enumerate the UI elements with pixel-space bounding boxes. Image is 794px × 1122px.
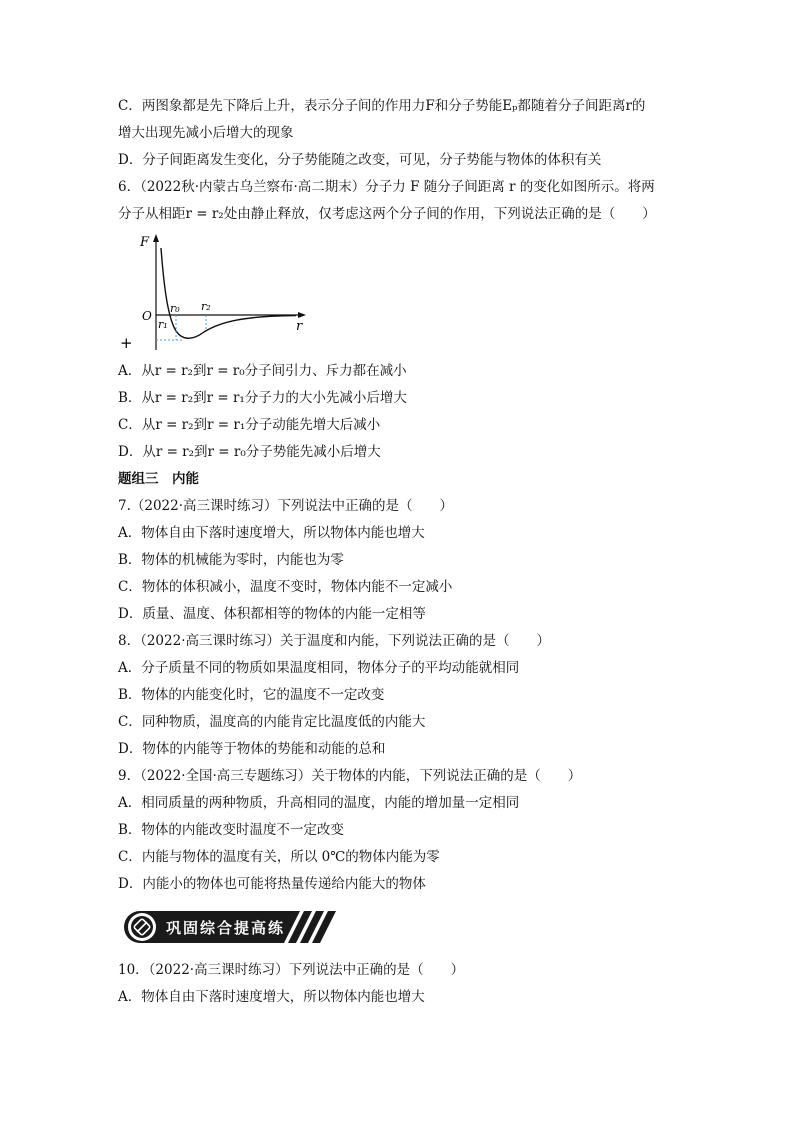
option-line: A．物体自由下落时速度增大，所以物体内能也增大 — [118, 525, 425, 541]
force-curve — [161, 248, 296, 338]
question-9-stem: 9．（2022·全国·高三专题练习）关于物体的内能，下列说法正确的是（ ） — [118, 768, 582, 784]
origin-label: O — [142, 309, 152, 323]
question-8-stem: 8．（2022·高三课时练习）关于温度和内能，下列说法正确的是（ ） — [118, 633, 550, 649]
option-line: D．内能小的物体也可能将热量传递给内能大的物体 — [118, 876, 426, 892]
option-line: C．内能与物体的温度有关，所以 0℃的物体内能为零 — [118, 849, 440, 865]
option-line: C．从r = r₂到r = r₁分子动能先增大后减小 — [118, 417, 381, 433]
question-6-stem: 6．（2022秋·内蒙古乌兰察布·高二期末）分子力 F 随分子间距离 r 的变化如图所示。将两 — [118, 179, 655, 195]
y-axis-label: F — [140, 235, 150, 250]
pencil-badge-icon — [128, 913, 156, 941]
option-line: A．相同质量的两种物质，升高相同的温度，内能的增加量一定相同 — [118, 795, 520, 811]
option-line: B．物体的机械能为零时，内能也为零 — [118, 552, 344, 568]
option-line: C．物体的体积减小，温度不变时，物体内能不一定减小 — [118, 579, 453, 595]
option-line: A．从r = r₂到r = r₀分子间引力、斥力都在减小 — [118, 363, 407, 379]
force-distance-graph — [118, 228, 318, 358]
y-axis-arrow — [153, 234, 159, 242]
option-line: D．质量、温度、体积都相等的物体的内能一定相等 — [118, 606, 426, 622]
option-line: B．物体的内能改变时温度不一定改变 — [118, 822, 344, 838]
r1-label: r₁ — [158, 318, 168, 331]
r2-label: r₂ — [201, 300, 211, 313]
section-banner — [124, 907, 344, 947]
r0-label: r₀ — [170, 302, 180, 315]
option-line: D．物体的内能等于物体的势能和动能的总和 — [118, 741, 386, 757]
text-line: 增大出现先减小后增大的现象 — [118, 125, 294, 141]
question-10-stem: 10．（2022·高三课时练习）下列说法中正确的是（ ） — [118, 962, 465, 978]
x-axis-label: r — [296, 319, 303, 334]
x-axis-arrow — [298, 312, 306, 318]
question-6-stem: 分子从相距r = r₂处由静止释放，仅考虑这两个分子间的作用，下列说法正确的是（ ） — [118, 206, 656, 222]
option-line: A．分子质量不同的物质如果温度相同，物体分子的平均动能就相同 — [118, 660, 520, 676]
option-line: A．物体自由下落时速度增大，所以物体内能也增大 — [118, 989, 425, 1005]
text-line: D．分子间距离发生变化，分子势能随之改变，可见，分子势能与物体的体积有关 — [118, 152, 602, 168]
option-line: D．从r = r₂到r = r₀分子势能先减小后增大 — [118, 444, 381, 460]
question-7-stem: 7.（2022·高三课时练习）下列说法中正确的是（ ） — [118, 498, 454, 514]
text-line: C．两图象都是先下降后上升，表示分子间的作用力F和分子势能Eₚ都随着分子间距离r的 — [118, 98, 646, 114]
plus-mark: + — [120, 334, 133, 352]
banner-text: 巩固综合提高练 — [166, 919, 286, 937]
option-line: B．物体的内能变化时，它的温度不一定改变 — [118, 687, 385, 703]
option-line: B．从r = r₂到r = r₁分子力的大小先减小后增大 — [118, 390, 407, 406]
option-line: C．同种物质，温度高的内能肯定比温度低的内能大 — [118, 714, 426, 730]
section-heading: 题组三 内能 — [118, 471, 199, 487]
